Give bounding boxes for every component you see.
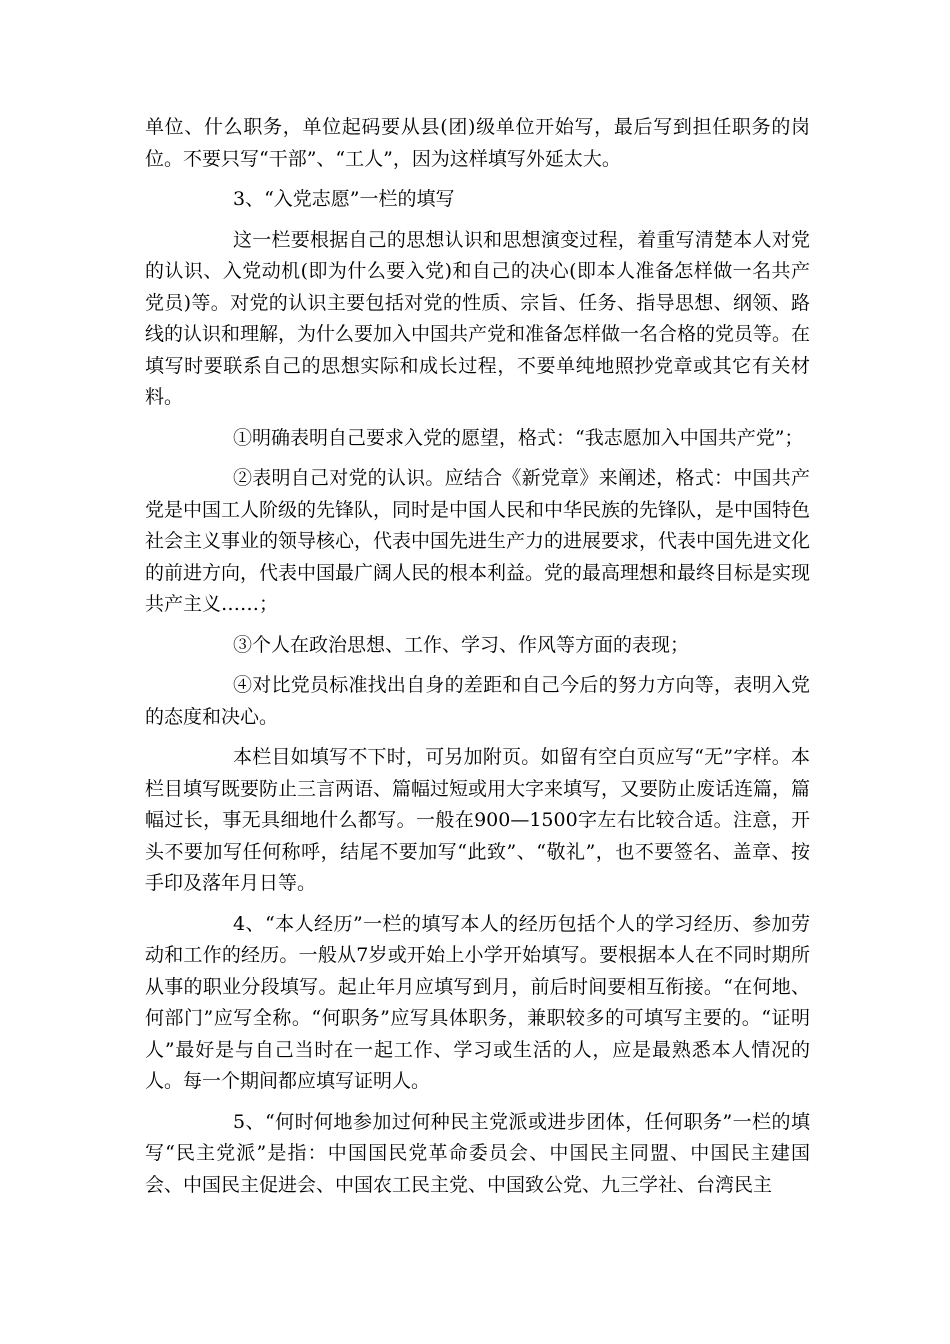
list-item-4: ④对比党员标准找出自身的差距和自己今后的努力方向等，表明入党的态度和决心。	[145, 674, 810, 728]
list-item-2: ②表明自己对党的认识。应结合《新党章》来阐述，格式：中国共产党是中国工人阶级的先锋队，同时是中国人民和中华民族的先锋队，是中国特色社会主义事业的领导核心，代表中国先进生产力的进展要求，代表中国先进文化的前进方向，代表中国最广阔人民的根本利益。党的最高理想和最终目标是实现共产主义……；	[145, 467, 811, 615]
paragraph-8: 本栏目如填写不下时，可另加附页。如留有空白页应写“无”字样。本栏目填写既要防止三言两语、篇幅过短或用大字来填写，又要防止废话连篇，篇幅过长，事无具细地什么都写。一般在900—1500字左右比较合适。注意，开头不要加写任何称呼，结尾不要加写“此致”、“敬礼”，也不要签名、盖章、按手印及落年月日等。	[145, 746, 811, 894]
list-item-3: ③个人在政治思想、工作、学习、作风等方面的表现；	[233, 633, 690, 656]
section-heading-3: 3、“入党志愿”一栏的填写	[233, 188, 455, 210]
document-page	[145, 112, 810, 1210]
paragraph-1: 单位、什么职务，单位起码要从县(团)级单位开始写，最后写到担任职务的岗位。不要只写“干部”、“工人”，因为这样填写外延太大。	[145, 116, 810, 170]
paragraph-3: 这一栏要根据自己的思想认识和思想演变过程，着重写清楚本人对党的认识、入党动机(即为什么要入党)和自己的决心(即本人准备怎样做一名共产党员)等。对党的认识主要包括对党的性质、宗旨、任务、指导思想、纲领、路线的认识和理解，为什么要加入中国共产党和准备怎样做一名合格的党员等。在填写时要联系自己的思想实际和成长过程，不要单纯地照抄党章或其它有关材料。	[145, 228, 811, 408]
section-paragraph-5: 5、“何时何地参加过何种民主党派或进步团体，任何职务”一栏的填写“民主党派”是指：中国国民党革命委员会、中国民主同盟、中国民主建国会、中国民主促进会、中国农工民主党、中国致公党、九三学社、台湾民主	[145, 1110, 810, 1196]
list-item-1: ①明确表明自己要求入党的愿望，格式：“我志愿加入中国共产党”；	[233, 426, 804, 449]
section-paragraph-4: 4、“本人经历”一栏的填写本人的经历包括个人的学习经历、参加劳动和工作的经历。一般从7岁或开始上小学开始填写。要根据本人在不同时期所从事的职业分段填写。起止年月应填写到月，前后时间要相互衔接。“在何地、何部门”应写全称。“何职务”应写具体职务，兼职较多的可填写主要的。“证明人”最好是与自己当时在一起工作、学习或生活的人，应是最熟悉本人情况的人。每一个期间都应填写证明人。	[145, 912, 810, 1092]
